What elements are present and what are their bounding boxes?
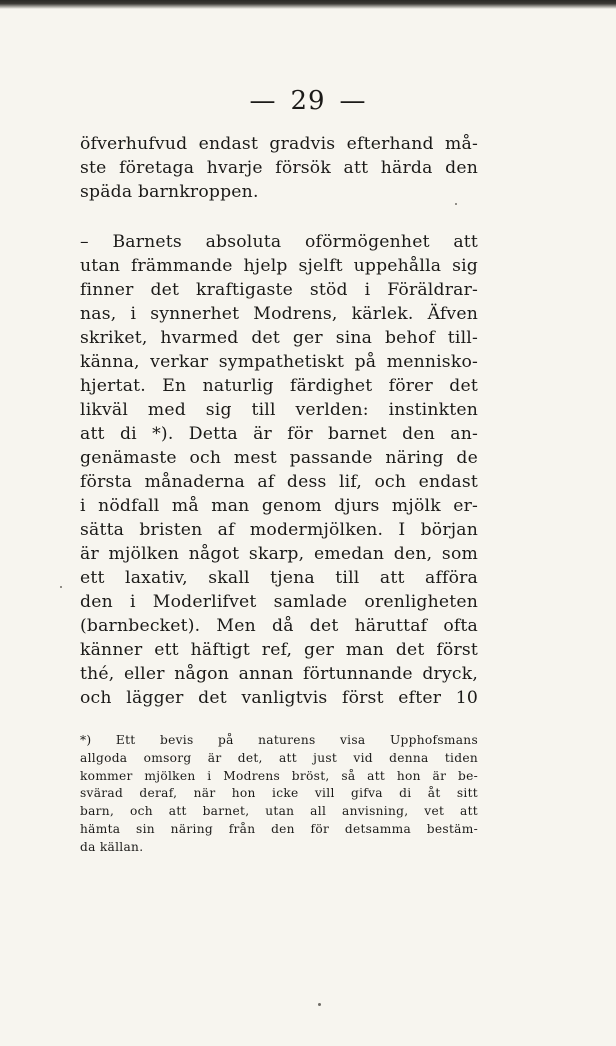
text-line: i nödfall må man genom djurs mjölk er- xyxy=(80,496,478,516)
text-line: är mjölken något skarp, emedan den, som xyxy=(80,544,478,564)
page-top-edge xyxy=(0,0,616,9)
text-line: (barnbecket). Men då det häruttaf ofta xyxy=(80,616,478,636)
text-line: utan främmande hjelp sjelft uppehålla sig xyxy=(80,256,478,276)
text-line: finner det kraftigaste stöd i Föräldrar- xyxy=(80,280,478,300)
footnote-line: da källan. xyxy=(80,839,144,854)
text-line: första månaderna af dess lif, och endast xyxy=(80,472,478,492)
text-line: den i Moderlifvet samlade orenligheten xyxy=(80,592,478,612)
text-line: att di *). Detta är för barnet den an- xyxy=(80,424,478,444)
footnote-line: *) Ett bevis på naturens visa Upphofsmans xyxy=(80,733,478,747)
footnote-line: kommer mjölken i Modrens bröst, så att hon är be- xyxy=(80,768,478,783)
text-line: – Barnets absoluta oförmögenhet att xyxy=(80,232,478,252)
text-line: och lägger det vanligtvis först efter 10 xyxy=(80,688,478,708)
text-line: sätta bristen af modermjölken. I början xyxy=(80,520,478,540)
text-line: ste företaga hvarje försök att härda den xyxy=(80,158,478,178)
footnote xyxy=(80,732,478,857)
page-number: 29 xyxy=(290,86,326,116)
footnote-line: hämta sin näring från den för detsamma bestäm- xyxy=(80,821,478,836)
paragraph-1 xyxy=(80,132,478,204)
text-line: likväl med sig till verlden: instinkten xyxy=(80,400,478,420)
text-line: thé, eller någon annan förtunnande dryck, xyxy=(80,664,478,684)
text-line: ett laxativ, skall tjena till att afföra xyxy=(80,568,478,588)
paper-speck xyxy=(455,203,457,205)
text-line: känna, verkar sympathetiskt på mennisko- xyxy=(80,352,478,372)
paper-speck xyxy=(318,1003,321,1006)
text-line: genämaste och mest passande näring de xyxy=(80,448,478,468)
text-line: nas, i synnerhet Modrens, kärlek. Äfven xyxy=(80,304,478,324)
paragraph-2 xyxy=(80,230,478,710)
text-line: skriket, hvarmed det ger sina behof till- xyxy=(80,328,478,348)
text-line: späda barnkroppen. xyxy=(80,182,259,202)
footnote-line: allgoda omsorg är det, att just vid denna tiden xyxy=(80,750,478,765)
text-line: hjertat. En naturlig färdighet förer det xyxy=(80,376,478,396)
header-dash-right: — xyxy=(339,86,367,116)
paper-speck xyxy=(60,586,62,588)
footnote-line: barn, och att barnet, utan all anvisning, vet att xyxy=(80,804,478,819)
footnote-line: svärad deraf, när hon icke vill gifva di åt sitt xyxy=(80,786,478,801)
page-header xyxy=(0,86,616,116)
text-line: känner ett häftigt ref, ger man det först xyxy=(80,640,478,660)
header-dash-left: — xyxy=(249,86,277,116)
text-line: öfverhufvud endast gradvis efterhand må- xyxy=(80,134,478,154)
